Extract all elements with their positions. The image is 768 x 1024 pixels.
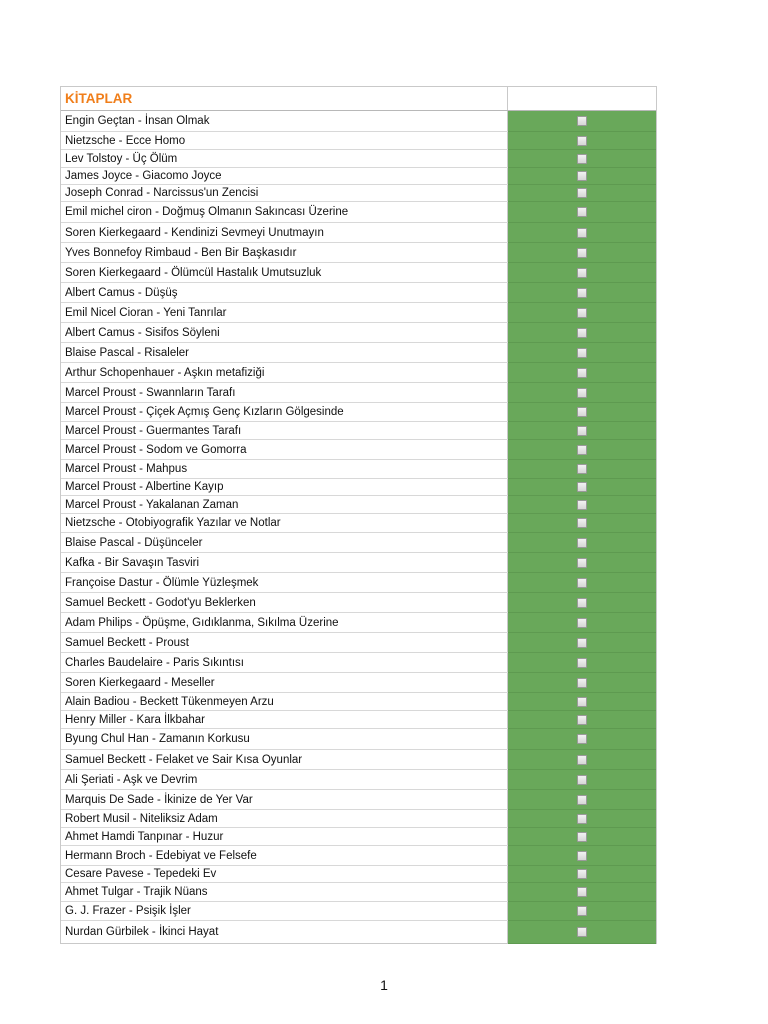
table-row — [61, 711, 656, 729]
book-title: Samuel Beckett - Godot'yu Beklerken — [61, 593, 508, 612]
read-checkbox[interactable] — [577, 248, 587, 258]
book-title: Nietzsche - Ecce Homo — [61, 132, 508, 149]
table-row — [61, 633, 656, 653]
book-title: Cesare Pavese - Tepedeki Ev — [61, 866, 508, 882]
table-row — [61, 810, 656, 828]
read-checkbox[interactable] — [577, 775, 587, 785]
table-row — [61, 440, 656, 460]
page-number: 1 — [380, 977, 388, 993]
read-checkbox[interactable] — [577, 288, 587, 298]
read-status-cell — [508, 223, 656, 243]
book-title: Emil Nicel Cioran - Yeni Tanrılar — [61, 303, 508, 322]
book-title: Emil michel ciron - Doğmuş Olmanın Sakıncası Üzerine — [61, 202, 508, 222]
book-title: Marcel Proust - Mahpus — [61, 460, 508, 478]
read-checkbox[interactable] — [577, 116, 587, 126]
table-row — [61, 363, 656, 383]
book-title: Nietzsche - Otobiyografik Yazılar ve Notlar — [61, 514, 508, 532]
read-status-cell — [508, 883, 656, 902]
book-title: Marcel Proust - Yakalanan Zaman — [61, 496, 508, 513]
table-row — [61, 750, 656, 770]
read-checkbox[interactable] — [577, 500, 587, 510]
read-checkbox[interactable] — [577, 426, 587, 436]
read-checkbox[interactable] — [577, 348, 587, 358]
table-row — [61, 866, 656, 883]
table-row — [61, 593, 656, 613]
table-row — [61, 514, 656, 533]
book-title: Byung Chul Han - Zamanın Korkusu — [61, 729, 508, 749]
read-status-cell — [508, 902, 656, 921]
read-checkbox[interactable] — [577, 678, 587, 688]
read-status-cell — [508, 921, 656, 944]
read-status-cell — [508, 750, 656, 770]
read-status-cell — [508, 403, 656, 422]
read-status-cell — [508, 132, 656, 150]
read-status-cell — [508, 846, 656, 866]
read-status-cell — [508, 479, 656, 496]
table-row — [61, 846, 656, 866]
read-status-cell — [508, 790, 656, 810]
table-row — [61, 921, 656, 943]
read-status-cell — [508, 593, 656, 613]
read-checkbox[interactable] — [577, 658, 587, 668]
table-row — [61, 422, 656, 440]
book-title: Albert Camus - Düşüş — [61, 283, 508, 302]
read-checkbox[interactable] — [577, 518, 587, 528]
read-status-cell — [508, 243, 656, 263]
read-status-cell — [508, 496, 656, 514]
read-checkbox[interactable] — [577, 578, 587, 588]
read-checkbox[interactable] — [577, 755, 587, 765]
read-checkbox[interactable] — [577, 715, 587, 725]
read-status-cell — [508, 653, 656, 673]
read-status-cell — [508, 533, 656, 553]
book-title: Blaise Pascal - Risaleler — [61, 343, 508, 362]
read-checkbox[interactable] — [577, 308, 587, 318]
table-row — [61, 185, 656, 202]
table-row — [61, 553, 656, 573]
table-row — [61, 223, 656, 243]
read-status-cell — [508, 514, 656, 533]
book-title: Yves Bonnefoy Rimbaud - Ben Bir Başkasıdır — [61, 243, 508, 262]
book-title: Albert Camus - Sisifos Söyleni — [61, 323, 508, 342]
read-status-cell — [508, 553, 656, 573]
table-row — [61, 790, 656, 810]
read-checkbox[interactable] — [577, 927, 587, 937]
book-title: Henry Miller - Kara İlkbahar — [61, 711, 508, 728]
read-checkbox[interactable] — [577, 368, 587, 378]
read-status-cell — [508, 283, 656, 303]
read-checkbox[interactable] — [577, 328, 587, 338]
read-checkbox[interactable] — [577, 407, 587, 417]
read-status-cell — [508, 573, 656, 593]
read-status-cell — [508, 168, 656, 185]
book-title: Marcel Proust - Sodom ve Gomorra — [61, 440, 508, 459]
read-checkbox[interactable] — [577, 697, 587, 707]
read-checkbox[interactable] — [577, 832, 587, 842]
table-row — [61, 729, 656, 750]
read-status-cell — [508, 810, 656, 828]
read-checkbox[interactable] — [577, 207, 587, 217]
table-row — [61, 243, 656, 263]
book-title: Joseph Conrad - Narcissus'un Zencisi — [61, 185, 508, 201]
read-status-cell — [508, 111, 656, 132]
book-title: Alain Badiou - Beckett Tükenmeyen Arzu — [61, 693, 508, 710]
book-title: Marcel Proust - Swannların Tarafı — [61, 383, 508, 402]
read-checkbox[interactable] — [577, 906, 587, 916]
book-title: Soren Kierkegaard - Ölümcül Hastalık Umutsuzluk — [61, 263, 508, 282]
table-header-row — [61, 87, 656, 111]
read-checkbox[interactable] — [577, 445, 587, 455]
book-title: Hermann Broch - Edebiyat ve Felsefe — [61, 846, 508, 865]
read-checkbox[interactable] — [577, 851, 587, 861]
read-checkbox[interactable] — [577, 887, 587, 897]
read-status-cell — [508, 460, 656, 479]
read-checkbox[interactable] — [577, 558, 587, 568]
read-status-cell — [508, 323, 656, 343]
table-row — [61, 902, 656, 921]
book-title: Samuel Beckett - Proust — [61, 633, 508, 652]
table-body — [61, 111, 656, 943]
read-status-cell — [508, 673, 656, 693]
book-title: Marcel Proust - Guermantes Tarafı — [61, 422, 508, 439]
read-checkbox[interactable] — [577, 482, 587, 492]
read-checkbox[interactable] — [577, 869, 587, 879]
book-title: Ahmet Hamdi Tanpınar - Huzur — [61, 828, 508, 845]
table-row — [61, 283, 656, 303]
book-title: Kafka - Bir Savaşın Tasviri — [61, 553, 508, 572]
table-header-check-column — [508, 87, 656, 110]
read-status-cell — [508, 711, 656, 729]
table-row — [61, 150, 656, 168]
read-status-cell — [508, 693, 656, 711]
table-row — [61, 383, 656, 403]
read-checkbox[interactable] — [577, 795, 587, 805]
read-checkbox[interactable] — [577, 268, 587, 278]
table-row — [61, 673, 656, 693]
table-row — [61, 770, 656, 790]
read-checkbox[interactable] — [577, 136, 587, 146]
table-row — [61, 479, 656, 496]
read-checkbox[interactable] — [577, 464, 587, 474]
read-status-cell — [508, 729, 656, 750]
book-title: Marquis De Sade - İkinize de Yer Var — [61, 790, 508, 809]
read-checkbox[interactable] — [577, 618, 587, 628]
read-status-cell — [508, 770, 656, 790]
table-row — [61, 263, 656, 283]
book-list-table — [60, 86, 657, 944]
table-row — [61, 573, 656, 593]
table-row — [61, 323, 656, 343]
book-title: Lev Tolstoy - Üç Ölüm — [61, 150, 508, 167]
read-checkbox[interactable] — [577, 154, 587, 164]
read-checkbox[interactable] — [577, 538, 587, 548]
read-checkbox[interactable] — [577, 598, 587, 608]
table-row — [61, 883, 656, 902]
table-row — [61, 303, 656, 323]
table-row — [61, 460, 656, 479]
read-checkbox[interactable] — [577, 638, 587, 648]
book-title: Françoise Dastur - Ölümle Yüzleşmek — [61, 573, 508, 592]
book-title: Soren Kierkegaard - Meseller — [61, 673, 508, 692]
table-row — [61, 533, 656, 553]
book-title: G. J. Frazer - Psişik İşler — [61, 902, 508, 920]
book-title: Marcel Proust - Çiçek Açmış Genç Kızların Gölgesinde — [61, 403, 508, 421]
book-title: Charles Baudelaire - Paris Sıkıntısı — [61, 653, 508, 672]
read-status-cell — [508, 828, 656, 846]
table-row — [61, 132, 656, 150]
read-status-cell — [508, 383, 656, 403]
read-checkbox[interactable] — [577, 171, 587, 181]
book-title: Marcel Proust - Albertine Kayıp — [61, 479, 508, 495]
book-title: Arthur Schopenhauer - Aşkın metafiziği — [61, 363, 508, 382]
book-title: Samuel Beckett - Felaket ve Sair Kısa Oyunlar — [61, 750, 508, 769]
read-status-cell — [508, 150, 656, 168]
read-checkbox[interactable] — [577, 188, 587, 198]
table-row — [61, 168, 656, 185]
read-status-cell — [508, 440, 656, 460]
book-title: Adam Philips - Öpüşme, Gıdıklanma, Sıkılma Üzerine — [61, 613, 508, 632]
table-row — [61, 111, 656, 132]
read-status-cell — [508, 633, 656, 653]
book-title: James Joyce - Giacomo Joyce — [61, 168, 508, 184]
table-row — [61, 693, 656, 711]
read-checkbox[interactable] — [577, 388, 587, 398]
read-status-cell — [508, 185, 656, 202]
book-title: Ali Şeriati - Aşk ve Devrim — [61, 770, 508, 789]
read-status-cell — [508, 422, 656, 440]
read-checkbox[interactable] — [577, 228, 587, 238]
read-status-cell — [508, 613, 656, 633]
read-checkbox[interactable] — [577, 814, 587, 824]
book-title: Robert Musil - Niteliksiz Adam — [61, 810, 508, 827]
table-row — [61, 403, 656, 422]
book-title: Blaise Pascal - Düşünceler — [61, 533, 508, 552]
table-row — [61, 496, 656, 514]
table-row — [61, 828, 656, 846]
book-title: Engin Geçtan - İnsan Olmak — [61, 111, 508, 131]
table-header-title: KİTAPLAR — [61, 87, 508, 110]
read-status-cell — [508, 866, 656, 883]
book-title: Nurdan Gürbilek - İkinci Hayat — [61, 921, 508, 943]
read-status-cell — [508, 363, 656, 383]
book-title: Soren Kierkegaard - Kendinizi Sevmeyi Unutmayın — [61, 223, 508, 242]
read-status-cell — [508, 202, 656, 223]
read-checkbox[interactable] — [577, 734, 587, 744]
book-title: Ahmet Tulgar - Trajik Nüans — [61, 883, 508, 901]
read-status-cell — [508, 303, 656, 323]
read-status-cell — [508, 263, 656, 283]
table-row — [61, 343, 656, 363]
table-row — [61, 613, 656, 633]
table-row — [61, 653, 656, 673]
read-status-cell — [508, 343, 656, 363]
table-row — [61, 202, 656, 223]
